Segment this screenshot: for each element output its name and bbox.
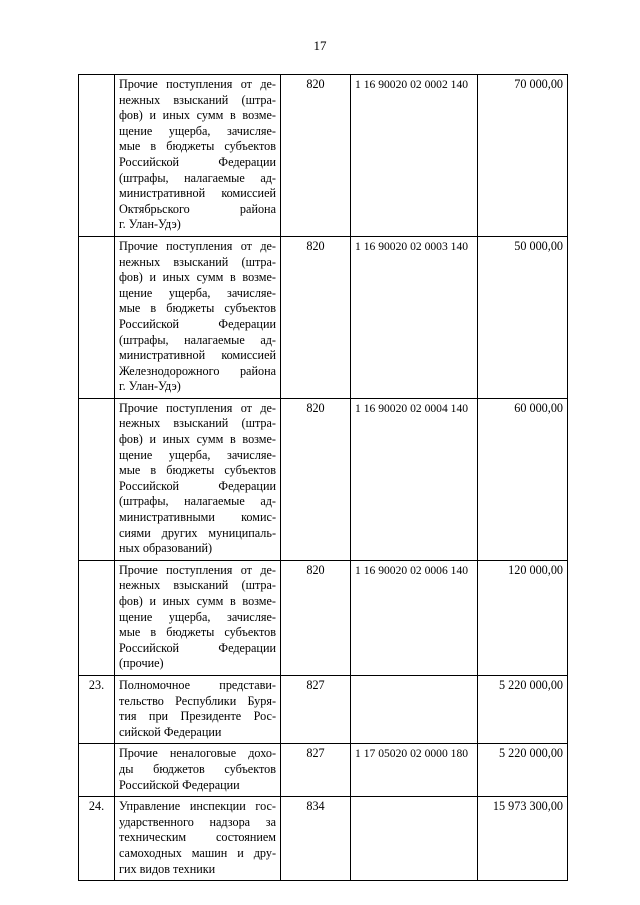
table-row [79,398,568,560]
name-line: фов) и иных сумм в возме- [119,108,276,123]
row-admin-code: 834 [281,797,351,881]
row-sum: 60 000,00 [478,398,568,560]
row-sum: 5 220 000,00 [478,744,568,797]
name-line: Прочие неналоговые дохо- [119,746,276,761]
name-line: ды бюджетов субъектов [119,761,276,776]
name-line: нежных взысканий (штра- [119,578,276,593]
row-admin-code: 820 [281,560,351,675]
row-number [79,236,115,398]
name-line: щение ущерба, зачисляе- [119,285,276,300]
row-name [115,75,281,237]
name-line: фов) и иных сумм в возме- [119,594,276,608]
row-budget-code: 1 16 90020 02 0006 140 [351,560,478,675]
table-row [79,797,568,881]
name-line: Полномочное представи- [119,677,276,692]
name-line: нежных взысканий (штра- [119,254,276,269]
name-line: Российской Федерации [119,478,276,493]
row-sum: 50 000,00 [478,236,568,398]
name-line: техническим состоянием [119,830,276,845]
row-number [79,560,115,675]
row-sum: 120 000,00 [478,560,568,675]
row-name [115,560,281,675]
name-line: тия при Президенте Рос- [119,709,276,724]
row-admin-code: 820 [281,236,351,398]
name-line: фов) и иных сумм в возме- [119,270,276,285]
name-line: нежных взысканий (штра- [119,416,276,431]
row-number: 23. [79,675,115,743]
row-name [115,797,281,881]
table-row [79,236,568,398]
budget-table [78,74,568,881]
name-line: министративной комиссией [119,348,276,363]
table-body [79,75,568,881]
name-line: Прочие поступления от де- [119,77,276,91]
name-line: г. Улан-Удэ) [119,379,181,394]
table-row [79,675,568,743]
row-name [115,398,281,560]
name-line: щение ущерба, зачисляе- [119,609,276,624]
name-line: щение ущерба, зачисляе- [119,447,276,462]
row-budget-code: 1 16 90020 02 0004 140 [351,398,478,560]
row-sum: 15 973 300,00 [478,797,568,881]
name-line: Управление инспекции гос- [119,799,276,814]
row-sum: 5 220 000,00 [478,675,568,743]
name-line: Российской Федерации [119,777,240,792]
name-line: мые в бюджеты субъектов [119,625,276,640]
name-line: министративными комис- [119,510,276,525]
row-name [115,236,281,398]
row-number: 24. [79,797,115,881]
name-line: фов) и иных сумм в возме- [119,432,276,447]
name-line: (штрафы, налагаемые ад- [119,332,276,347]
name-line: Октябрьского района [119,201,276,216]
name-line: мые в бюджеты субъектов [119,301,276,316]
row-budget-code: 1 16 90020 02 0003 140 [351,236,478,398]
row-budget-code [351,675,478,743]
row-number [79,75,115,237]
row-number [79,744,115,797]
name-line: щение ущерба, зачисляе- [119,123,276,138]
table-row [79,744,568,797]
table-row [79,560,568,675]
name-line: Российской Федерации [119,154,276,169]
row-budget-code: 1 16 90020 02 0002 140 [351,75,478,237]
name-line: сийской Федерации [119,724,222,739]
name-line: Железнодорожного района [119,363,276,378]
name-line: Российской Федерации [119,640,276,655]
table-row [79,75,568,237]
name-line: мые в бюджеты субъектов [119,139,276,154]
name-line: гих видов техники [119,861,216,876]
name-line: (прочие) [119,656,164,671]
name-line: г. Улан-Удэ) [119,217,181,232]
row-budget-code [351,797,478,881]
row-name [115,675,281,743]
page-number: 17 [313,38,327,53]
name-line: сиями других муниципаль- [119,525,276,540]
name-line: ударственного надзора за [119,814,276,829]
name-line: (штрафы, налагаемые ад- [119,170,276,185]
row-admin-code: 827 [281,675,351,743]
name-line: Прочие поступления от де- [119,400,276,415]
name-line: Прочие поступления от де- [119,562,276,577]
row-sum: 70 000,00 [478,75,568,237]
row-admin-code: 820 [281,398,351,560]
name-line: нежных взысканий (штра- [119,92,276,107]
row-name [115,744,281,797]
name-line: Российской Федерации [119,316,276,331]
row-admin-code: 827 [281,744,351,797]
row-admin-code: 820 [281,75,351,237]
name-line: мые в бюджеты субъектов [119,463,276,478]
name-line: самоходных машин и дру- [119,845,276,860]
name-line: министративной комиссией [119,186,276,201]
name-line: Прочие поступления от де- [119,238,276,253]
name-line: ных образований) [119,541,213,556]
name-line: тельство Республики Буря- [119,693,276,708]
row-budget-code: 1 17 05020 02 0000 180 [351,744,478,797]
row-number [79,398,115,560]
name-line: (штрафы, налагаемые ад- [119,494,276,509]
